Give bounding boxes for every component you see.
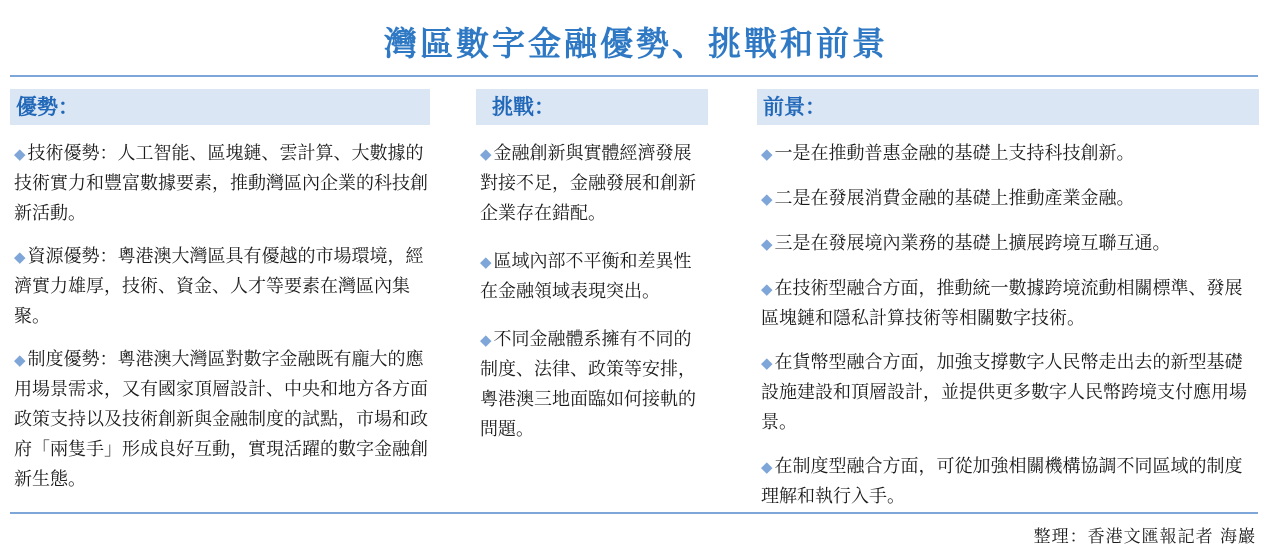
diamond-icon: ◆ (761, 458, 773, 476)
diamond-icon: ◆ (14, 351, 26, 369)
top-divider (10, 75, 1258, 77)
prospect-item: ◆ 一是在推動普惠金融的基礎上支持科技創新。 (761, 143, 1135, 164)
advantage-item: ◆ 制度優勢：粵港澳大灣區對數字金融既有龐大的應用場景需求，又有國家頂層設計、中央和地方各方面政策支持以及技術創新與金融制度的試點，市場和政府「兩隻手」形成良好互動，實現活躍的數字金融創新生態。 (14, 349, 428, 490)
challenge-item: ◆ 區域內部不平衡和差異性在金融領域表現突出。 (480, 251, 692, 302)
prospects-column (757, 89, 1259, 526)
diamond-icon: ◆ (761, 280, 773, 298)
advantage-item: ◆ 技術優勢：人工智能、區塊鏈、雲計算、大數據的技術實力和豐富數據要素，推動灣區內企業的科技創新活動。 (14, 143, 428, 224)
diamond-icon: ◆ (14, 145, 26, 163)
prospect-item: ◆ 在技術型融合方面，推動統一數據跨境流動相關標準、發展區塊鏈和隱私計算技術等相關數字技術。 (761, 278, 1243, 329)
advantages-heading: 優勢： (10, 89, 430, 125)
challenge-item: ◆ 金融創新與實體經濟發展對接不足，金融發展和創新企業存在錯配。 (480, 143, 696, 224)
credit-line: 整理：香港文匯報記者 海巖 (1033, 527, 1256, 547)
prospect-item: ◆ 在貨幣型融合方面，加強支撐數字人民幣走出去的新型基礎設施建設和頂層設計，並提供更多數字人民幣跨境支付應用場景。 (761, 352, 1247, 433)
bottom-divider (10, 512, 1258, 514)
diamond-icon: ◆ (480, 331, 492, 349)
challenge-item: ◆ 不同金融體系擁有不同的制度、法律、政策等安排，粵港澳三地面臨如何接軌的問題。 (480, 329, 696, 440)
diamond-icon: ◆ (14, 248, 26, 266)
prospect-item: ◆ 在制度型融合方面，可從加強相關機構協調不同區域的制度理解和執行入手。 (761, 456, 1243, 507)
diamond-icon: ◆ (761, 145, 773, 163)
page-title: 灣區數字金融優勢、挑戰和前景 (384, 24, 888, 63)
challenges-column (476, 89, 708, 463)
prospect-item: ◆ 三是在發展境內業務的基礎上擴展跨境互聯互通。 (761, 233, 1171, 254)
prospects-heading: 前景： (757, 89, 1259, 125)
advantage-item: ◆ 資源優勢：粵港澳大灣區具有優越的市場環境，經濟實力雄厚，技術、資金、人才等要素在灣區內集聚。 (14, 246, 424, 327)
challenges-heading: 挑戰： (476, 89, 708, 125)
prospect-item: ◆ 二是在發展消費金融的基礎上推動產業金融。 (761, 188, 1135, 209)
diamond-icon: ◆ (480, 253, 492, 271)
diamond-icon: ◆ (761, 235, 773, 253)
advantages-column (10, 89, 430, 508)
diamond-icon: ◆ (761, 190, 773, 208)
diamond-icon: ◆ (480, 145, 492, 163)
diamond-icon: ◆ (761, 354, 773, 372)
